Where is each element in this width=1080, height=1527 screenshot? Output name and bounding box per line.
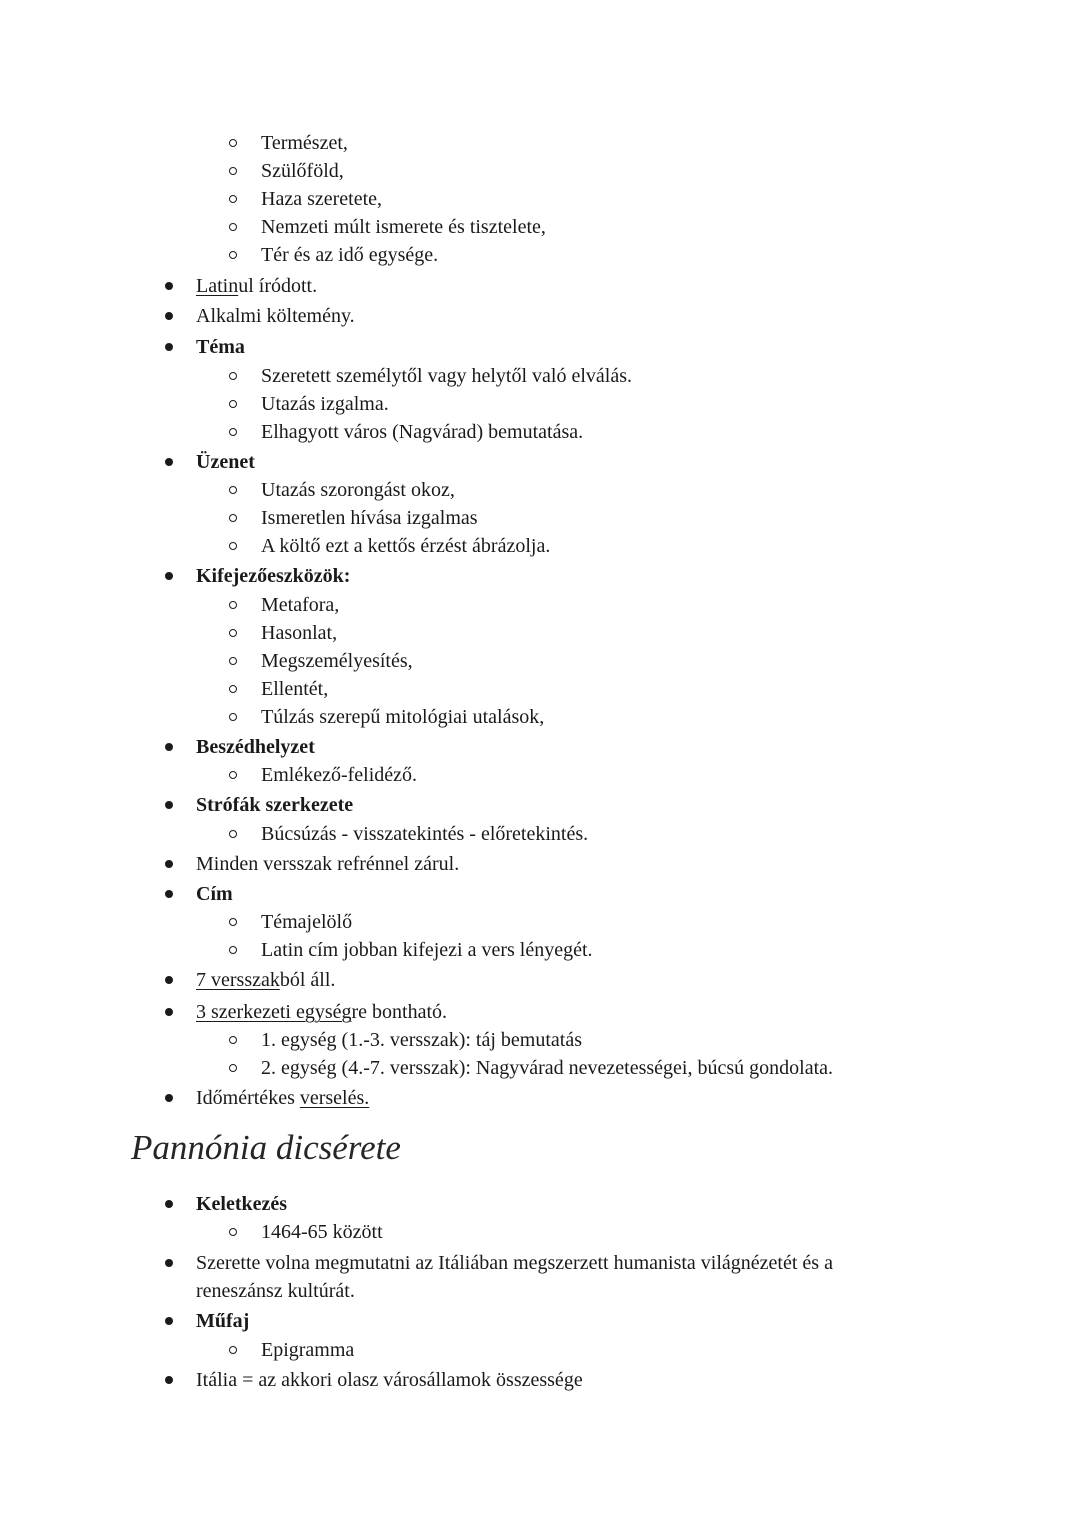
bullet-icon xyxy=(165,860,173,868)
list-item: Minden versszak refrénnel zárul. xyxy=(196,853,460,875)
circle-bullet-icon xyxy=(229,514,237,522)
list-item: Metafora, xyxy=(261,594,340,616)
list-item: Témajelölő xyxy=(261,911,353,933)
circle-bullet-icon xyxy=(229,428,237,436)
circle-bullet-icon xyxy=(229,1228,237,1236)
text: re bontható. xyxy=(351,1001,448,1023)
circle-bullet-icon xyxy=(229,657,237,665)
circle-bullet-icon xyxy=(229,713,237,721)
circle-bullet-icon xyxy=(229,223,237,231)
list-item: Hasonlat, xyxy=(261,622,338,644)
list-item: Utazás izgalma. xyxy=(261,393,389,415)
bullet-icon xyxy=(165,572,173,580)
circle-bullet-icon xyxy=(229,685,237,693)
list-item-latin xyxy=(196,274,317,298)
list-item: Szülőföld, xyxy=(261,160,344,182)
circle-bullet-icon xyxy=(229,629,237,637)
circle-bullet-icon xyxy=(229,771,237,779)
underlined-text: 7 versszak xyxy=(196,969,280,991)
list-heading-uzenet: Üzenet xyxy=(196,451,255,473)
bullet-icon xyxy=(165,1008,173,1016)
circle-bullet-icon xyxy=(229,195,237,203)
text: ból áll. xyxy=(279,969,336,991)
list-item-szerkezet xyxy=(196,1000,447,1024)
text: ul íródott. xyxy=(238,275,318,297)
list-item: Megszemélyesítés, xyxy=(261,650,413,672)
circle-bullet-icon xyxy=(229,601,237,609)
list-item-versszak xyxy=(196,968,335,992)
underlined-text: 3 szerkezeti egység xyxy=(196,1001,352,1023)
bullet-icon xyxy=(165,282,173,290)
list-item-verseles xyxy=(196,1086,369,1110)
list-item: Alkalmi költemény. xyxy=(196,305,355,327)
bullet-icon xyxy=(165,801,173,809)
bullet-icon xyxy=(165,976,173,984)
list-item-continuation: reneszánsz kultúrát. xyxy=(196,1280,355,1302)
circle-bullet-icon xyxy=(229,542,237,550)
list-item: Elhagyott város (Nagvárad) bemutatása. xyxy=(261,421,584,443)
list-item: Ismeretlen hívása izgalmas xyxy=(261,507,478,529)
list-item: 2. egység (4.-7. versszak): Nagyvárad nevezetességei, búcsú gondolata. xyxy=(261,1057,834,1079)
bullet-icon xyxy=(165,1259,173,1267)
list-item: 1464-65 között xyxy=(261,1221,383,1243)
list-heading-mufaj: Műfaj xyxy=(196,1310,250,1332)
list-item: Ellentét, xyxy=(261,678,329,700)
circle-bullet-icon xyxy=(229,486,237,494)
list-item: Haza szeretete, xyxy=(261,188,383,210)
list-item: Szerette volna megmutatni az Itáliában megszerzett humanista világnézetét és a xyxy=(196,1252,833,1274)
bullet-icon xyxy=(165,1317,173,1325)
list-heading-kifejezo: Kifejezőeszközök: xyxy=(196,565,351,587)
circle-bullet-icon xyxy=(229,918,237,926)
list-item: Emlékező-felidéző. xyxy=(261,764,418,786)
list-item: Epigramma xyxy=(261,1339,355,1361)
circle-bullet-icon xyxy=(229,1036,237,1044)
list-heading-tema: Téma xyxy=(196,336,245,358)
bullet-icon xyxy=(165,1200,173,1208)
list-item: Tér és az idő egysége. xyxy=(261,244,439,266)
circle-bullet-icon xyxy=(229,946,237,954)
circle-bullet-icon xyxy=(229,400,237,408)
list-item: Túlzás szerepű mitológiai utalások, xyxy=(261,706,545,728)
circle-bullet-icon xyxy=(229,830,237,838)
circle-bullet-icon xyxy=(229,251,237,259)
text: Időmértékes xyxy=(196,1087,300,1109)
circle-bullet-icon xyxy=(229,139,237,147)
list-heading-beszed: Beszédhelyzet xyxy=(196,736,315,758)
list-item: 1. egység (1.-3. versszak): táj bemutatás xyxy=(261,1029,583,1051)
bullet-icon xyxy=(165,1376,173,1384)
list-item: Latin cím jobban kifejezi a vers lényegét. xyxy=(261,939,593,961)
list-item: Nemzeti múlt ismerete és tisztelete, xyxy=(261,216,546,238)
list-heading-strofak: Strófák szerkezete xyxy=(196,794,354,816)
circle-bullet-icon xyxy=(229,1346,237,1354)
underlined-text: verselés. xyxy=(299,1087,370,1109)
list-item: A költő ezt a kettős érzést ábrázolja. xyxy=(261,535,551,557)
circle-bullet-icon xyxy=(229,167,237,175)
bullet-icon xyxy=(165,458,173,466)
list-item: Itália = az akkori olasz városállamok összessége xyxy=(196,1369,583,1391)
circle-bullet-icon xyxy=(229,1064,237,1072)
bullet-icon xyxy=(165,312,173,320)
bullet-icon xyxy=(165,890,173,898)
underlined-text: Latin xyxy=(196,275,239,297)
bullet-icon xyxy=(165,343,173,351)
circle-bullet-icon xyxy=(229,372,237,380)
list-item: Természet, xyxy=(261,132,348,154)
bullet-icon xyxy=(165,743,173,751)
list-item: Utazás szorongást okoz, xyxy=(261,479,455,501)
section-heading: Pannónia dicsérete xyxy=(131,1128,401,1167)
list-item: Szeretett személytől vagy helytől való elválás. xyxy=(261,365,632,387)
list-item: Búcsúzás - visszatekintés - előretekintés. xyxy=(261,823,589,845)
list-heading-cim: Cím xyxy=(196,883,233,905)
bullet-icon xyxy=(165,1094,173,1102)
list-heading-keletkezes: Keletkezés xyxy=(196,1193,288,1215)
